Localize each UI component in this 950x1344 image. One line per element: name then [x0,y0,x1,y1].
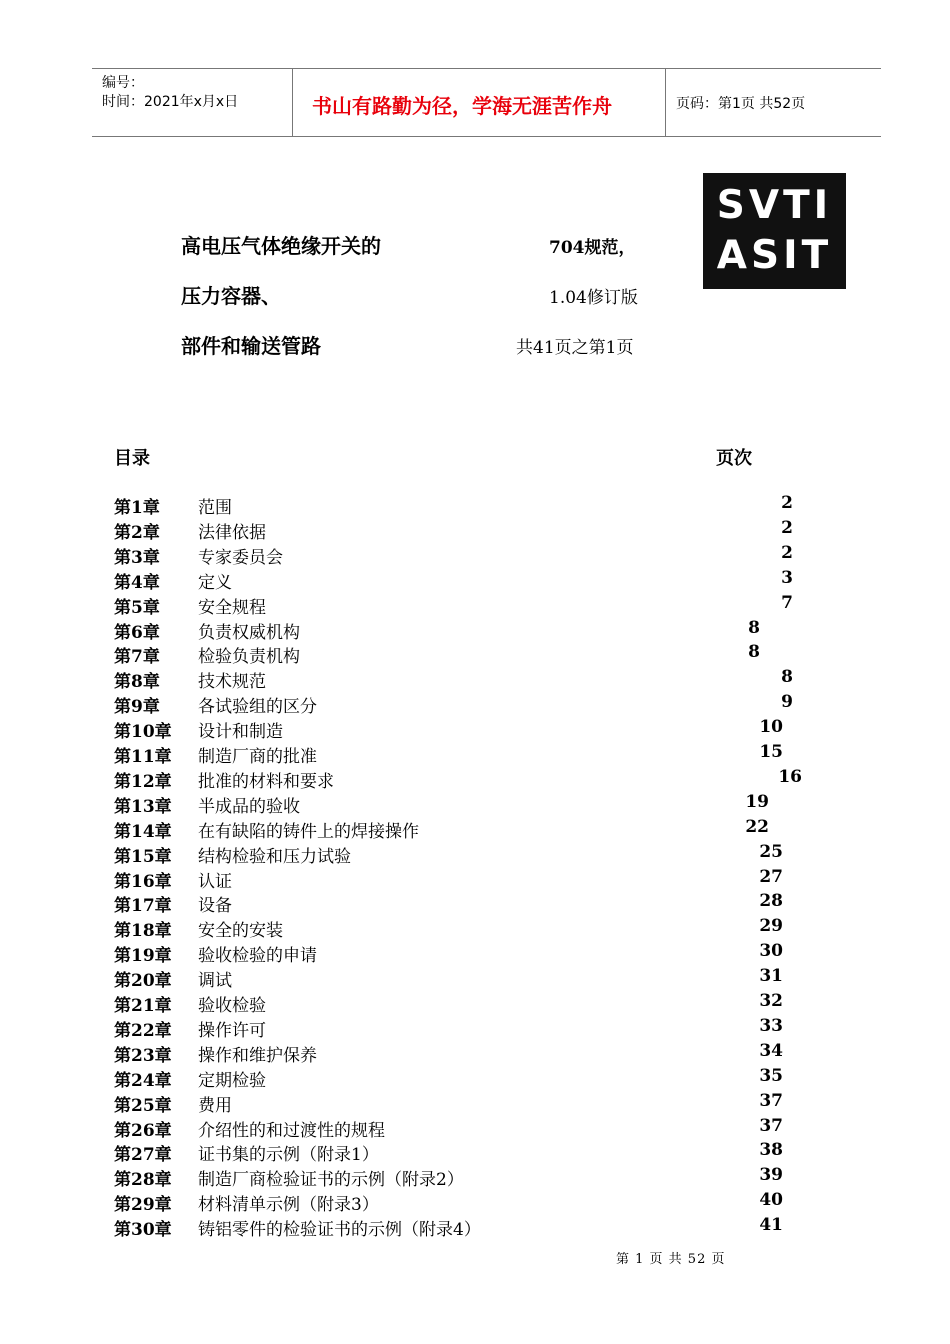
toc-page-number: 8 [748,642,760,663]
toc-row [0,1140,950,1165]
toc-chapter: 第15章 [114,846,172,867]
toc-title: 检验负责机构 [198,647,300,668]
toc-heading: 目录 [114,448,150,469]
toc-page-number: 22 [745,816,769,837]
toc-chapter: 第27章 [114,1145,172,1166]
toc-row [0,817,950,842]
toc-page-number: 40 [759,1190,783,1211]
toc-chapter: 第10章 [114,722,172,743]
toc-row [0,493,950,518]
toc-title: 设计和制造 [198,722,283,743]
toc-title: 调试 [198,971,232,992]
header-time-label: 时间：2021年x月x日 [102,94,239,110]
toc-chapter: 第13章 [114,796,172,817]
toc-page-number: 3 [781,567,793,588]
toc-page-number: 41 [759,1215,783,1236]
header-page-label: 页码：第1页 共52页 [676,96,806,112]
toc-row [0,618,950,643]
toc-page-number: 25 [759,841,783,862]
toc-chapter: 第1章 [114,498,160,518]
toc-title: 各试验组的区分 [198,697,317,718]
toc-title: 制造厂商的批准 [198,747,317,767]
toc-page-number: 10 [759,717,783,738]
toc-page-number: 27 [759,866,783,887]
toc-chapter: 第23章 [114,1045,172,1066]
toc-page-number: 35 [759,1065,783,1086]
toc-row [0,891,950,916]
toc-title: 验收检验 [198,996,266,1016]
logo-line-1: SVTI [716,183,833,228]
toc-title: 结构检验和压力试验 [198,846,351,867]
toc-chapter: 第6章 [114,622,160,643]
toc-row [0,518,950,543]
toc-page-number: 2 [781,542,793,563]
toc-page-number: 2 [781,493,793,513]
toc-title: 操作许可 [198,1020,266,1041]
toc-row [0,1165,950,1190]
toc-page-number: 9 [781,692,793,713]
toc-page-number: 30 [759,941,783,962]
toc-row [0,692,950,717]
toc-chapter: 第9章 [114,697,160,718]
toc-title: 法律依据 [198,522,266,543]
toc-page-heading: 页次 [716,448,752,469]
toc-title: 操作和维护保养 [198,1045,317,1066]
spec-number: 704规范， [549,238,636,258]
toc-page-number: 39 [759,1165,783,1186]
toc-title: 批准的材料和要求 [198,771,334,792]
toc-chapter: 第14章 [114,821,172,842]
toc-chapter: 第19章 [114,946,172,967]
toc-row [0,1066,950,1091]
toc-chapter: 第7章 [114,647,160,668]
toc-row [0,916,950,941]
toc-title: 介绍性的和过渡性的规程 [198,1120,385,1141]
title-line-3: 部件和输送管路 [181,334,321,358]
toc-title: 负责权威机构 [198,622,300,643]
toc-chapter: 第28章 [114,1170,172,1191]
toc-chapter: 第30章 [114,1220,172,1241]
toc-title: 半成品的验收 [198,796,300,817]
toc-title: 材料清单示例（附录3） [198,1195,379,1216]
toc-row [0,1116,950,1141]
toc-page-number: 16 [778,766,802,787]
toc-title: 定期检验 [198,1070,266,1091]
header-divider [665,69,666,136]
toc-row [0,642,950,667]
toc-page-number: 37 [759,1115,783,1136]
toc-row [0,1016,950,1041]
toc-page-number: 31 [759,966,783,987]
toc-page-number: 8 [748,617,760,638]
toc-row [0,543,950,568]
toc-chapter: 第4章 [114,572,160,593]
toc-title: 验收检验的申请 [198,946,317,967]
toc-chapter: 第17章 [114,896,172,917]
toc-chapter: 第29章 [114,1195,172,1216]
toc-page-number: 8 [781,667,793,688]
toc-title: 范围 [198,498,232,518]
toc-chapter: 第2章 [114,522,160,543]
toc-title: 安全的安装 [198,921,283,942]
toc-title: 铸铝零件的检验证书的示例（附录4） [198,1220,481,1241]
toc-page-number: 29 [759,916,783,937]
toc-chapter: 第8章 [114,672,160,693]
toc-row [0,1091,950,1116]
toc-title: 定义 [198,572,232,593]
title-line-1: 高电压气体绝缘开关的 [181,234,381,258]
toc-row [0,593,950,618]
toc-row [0,1215,950,1240]
toc-chapter: 第22章 [114,1020,172,1041]
toc-row [0,742,950,767]
toc-row [0,842,950,867]
toc-page-number: 34 [759,1040,783,1061]
toc-row [0,1041,950,1066]
toc-row [0,966,950,991]
toc-chapter: 第16章 [114,871,172,892]
toc-row [0,991,950,1016]
toc-row [0,1190,950,1215]
toc-row [0,667,950,692]
toc-page-number: 15 [759,742,783,762]
toc-page-number: 7 [781,592,793,613]
toc-title: 制造厂商检验证书的示例（附录2） [198,1170,464,1191]
revision: 1.04修订版 [549,288,638,308]
toc-page-number: 28 [759,891,783,912]
toc-title: 费用 [198,1095,232,1116]
title-line-2: 压力容器、 [181,284,281,308]
toc-title: 设备 [198,896,232,917]
toc-page-number: 2 [781,517,793,538]
toc-row [0,867,950,892]
toc-chapter: 第5章 [114,597,160,618]
page-count: 共41页之第1页 [516,338,634,358]
toc-title: 证书集的示例（附录1） [198,1145,379,1166]
toc-chapter: 第20章 [114,971,172,992]
toc-title: 安全规程 [198,597,266,618]
page-footer: 第 1 页 共 52 页 [616,1252,726,1267]
toc-page-number: 32 [759,991,783,1011]
toc-title: 在有缺陷的铸件上的焊接操作 [198,821,419,842]
toc-row [0,717,950,742]
logo-line-2: ASIT [716,233,833,278]
header-divider [292,69,293,136]
toc-chapter: 第21章 [114,996,172,1016]
toc-page-number: 19 [745,791,769,812]
toc-title: 专家委员会 [198,547,283,568]
toc-chapter: 第18章 [114,921,172,942]
svti-asit-logo [703,173,846,289]
toc-chapter: 第11章 [114,747,172,767]
header-number-label: 编号： [102,75,144,91]
toc-row [0,941,950,966]
toc-row [0,792,950,817]
toc-row [0,568,950,593]
toc-page-number: 37 [759,1090,783,1111]
toc-row [0,767,950,792]
header-motto: 书山有路勤为径，学海无涯苦作舟 [312,94,612,118]
toc-page-number: 33 [759,1015,783,1036]
toc-chapter: 第26章 [114,1120,172,1141]
toc-title: 认证 [198,871,232,892]
toc-chapter: 第25章 [114,1095,172,1116]
toc-chapter: 第12章 [114,771,172,792]
toc-chapter: 第24章 [114,1070,172,1091]
page-header [92,68,881,137]
toc-title: 技术规范 [198,672,266,693]
toc-chapter: 第3章 [114,547,160,568]
toc-page-number: 38 [759,1140,783,1161]
